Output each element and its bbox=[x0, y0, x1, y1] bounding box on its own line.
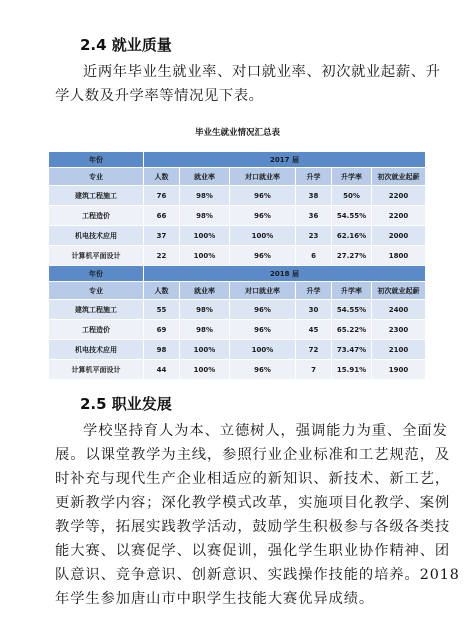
table-cell: 96% bbox=[230, 300, 296, 320]
table-cell: 1900 bbox=[372, 360, 426, 380]
paragraph-line: 学人数及升学率等情况见下表。 bbox=[55, 88, 264, 104]
section-2-4-paragraph bbox=[55, 60, 441, 108]
table-cell: 96% bbox=[230, 206, 296, 226]
table-row bbox=[49, 300, 426, 320]
table-cell: 76 bbox=[144, 186, 180, 206]
table-row bbox=[49, 340, 426, 360]
column-header: 初次就业起薪 bbox=[372, 168, 426, 186]
table-cell: 100% bbox=[180, 360, 230, 380]
table-cell: 2400 bbox=[372, 300, 426, 320]
column-header: 人数 bbox=[144, 168, 180, 186]
paragraph-line: 学校坚持育人为本、立德树人，强调能力为重、全面发 bbox=[83, 423, 448, 439]
table-cell: 100% bbox=[230, 226, 296, 246]
column-header-row bbox=[49, 282, 426, 300]
table-cell: 2200 bbox=[372, 186, 426, 206]
table-row bbox=[49, 226, 426, 246]
table-cell: 44 bbox=[144, 360, 180, 380]
table-cell: 27.27% bbox=[332, 246, 372, 266]
column-header: 就业率 bbox=[180, 168, 230, 186]
section-2-5-paragraph bbox=[55, 419, 460, 611]
paragraph-line: 更新教学内容；深化教学模式改革，实施项目化教学、案例 bbox=[55, 495, 451, 511]
table-cell: 69 bbox=[144, 320, 180, 340]
table-cell: 23 bbox=[296, 226, 332, 246]
table-cell: 96% bbox=[230, 320, 296, 340]
table-cell: 65.22% bbox=[332, 320, 372, 340]
table-cell: 38 bbox=[296, 186, 332, 206]
table-cell: 98% bbox=[180, 186, 230, 206]
column-header: 升学率 bbox=[332, 168, 372, 186]
table-row bbox=[49, 360, 426, 380]
paragraph-line: 年学生参加唐山市中职学生技能大赛优异成绩。 bbox=[55, 591, 375, 607]
year-label-cell: 年份 bbox=[49, 152, 144, 168]
column-header: 升学 bbox=[296, 168, 332, 186]
table-cell: 2100 bbox=[372, 340, 426, 360]
table-cell: 22 bbox=[144, 246, 180, 266]
column-header: 专业 bbox=[49, 168, 144, 186]
table-row bbox=[49, 206, 426, 226]
column-header: 对口就业率 bbox=[230, 282, 296, 300]
table-cell: 100% bbox=[230, 340, 296, 360]
section-heading-2-4: 2.4 就业质量 bbox=[80, 36, 172, 54]
table-row bbox=[49, 246, 426, 266]
year-cell: 2017 届 bbox=[144, 152, 426, 168]
table-cell: 2200 bbox=[372, 206, 426, 226]
paragraph-line: 展。以课堂教学为主线，参照行业企业标准和工艺规范，及 bbox=[55, 447, 451, 463]
paragraph-line: 能大赛、以赛促学、以赛促训，强化学生职业协作精神、团 bbox=[55, 543, 451, 559]
table-cell: 机电技术应用 bbox=[49, 340, 144, 360]
table-block-2017 bbox=[49, 152, 426, 266]
table-caption: 毕业生就业情况汇总表 bbox=[194, 128, 280, 138]
table-cell: 100% bbox=[180, 246, 230, 266]
year-header-row bbox=[49, 266, 426, 282]
section-heading-2-5: 2.5 职业发展 bbox=[80, 395, 172, 413]
year-label-cell: 年份 bbox=[49, 266, 144, 282]
table-cell: 55 bbox=[144, 300, 180, 320]
table-cell: 计算机平面设计 bbox=[49, 246, 144, 266]
paragraph-line: 时补充与现代生产企业相适应的新知识、新技术、新工艺， bbox=[55, 471, 451, 487]
table-cell: 98% bbox=[180, 300, 230, 320]
table-block-2018 bbox=[49, 266, 426, 380]
table-cell: 7 bbox=[296, 360, 332, 380]
table-cell: 54.55% bbox=[332, 206, 372, 226]
table-cell: 66 bbox=[144, 206, 180, 226]
table-cell: 98% bbox=[180, 320, 230, 340]
table-cell: 100% bbox=[180, 226, 230, 246]
table-cell: 73.47% bbox=[332, 340, 372, 360]
year-cell: 2018 届 bbox=[144, 266, 426, 282]
table-row bbox=[49, 320, 426, 340]
table-cell: 建筑工程施工 bbox=[49, 186, 144, 206]
table-cell: 96% bbox=[230, 186, 296, 206]
table-cell: 机电技术应用 bbox=[49, 226, 144, 246]
table-cell: 2300 bbox=[372, 320, 426, 340]
employment-summary-table bbox=[48, 151, 426, 380]
table-cell: 45 bbox=[296, 320, 332, 340]
column-header: 就业率 bbox=[180, 282, 230, 300]
table-cell: 计算机平面设计 bbox=[49, 360, 144, 380]
paragraph-line: 教学等，拓展实践教学活动，鼓励学生积极参与各级各类技 bbox=[55, 519, 451, 535]
table-cell: 37 bbox=[144, 226, 180, 246]
paragraph-line: 队意识、竞争意识、创新意识、实践操作技能的培养。2018 bbox=[55, 567, 460, 583]
table-row bbox=[49, 186, 426, 206]
column-header: 对口就业率 bbox=[230, 168, 296, 186]
table-cell: 98 bbox=[144, 340, 180, 360]
table-cell: 建筑工程施工 bbox=[49, 300, 144, 320]
table-cell: 30 bbox=[296, 300, 332, 320]
column-header: 升学 bbox=[296, 282, 332, 300]
table-cell: 2000 bbox=[372, 226, 426, 246]
table-cell: 工程造价 bbox=[49, 206, 144, 226]
table-cell: 62.16% bbox=[332, 226, 372, 246]
table-cell: 98% bbox=[180, 206, 230, 226]
year-header-row bbox=[49, 152, 426, 168]
table-cell: 6 bbox=[296, 246, 332, 266]
column-header-row bbox=[49, 168, 426, 186]
column-header: 人数 bbox=[144, 282, 180, 300]
table-cell: 54.55% bbox=[332, 300, 372, 320]
table-cell: 72 bbox=[296, 340, 332, 360]
column-header: 升学率 bbox=[332, 282, 372, 300]
table-cell: 工程造价 bbox=[49, 320, 144, 340]
column-header: 初次就业起薪 bbox=[372, 282, 426, 300]
paragraph-line: 近两年毕业生就业率、对口就业率、初次就业起薪、升 bbox=[83, 64, 441, 80]
table-cell: 36 bbox=[296, 206, 332, 226]
table-cell: 96% bbox=[230, 246, 296, 266]
table-cell: 96% bbox=[230, 360, 296, 380]
table-cell: 1800 bbox=[372, 246, 426, 266]
column-header: 专业 bbox=[49, 282, 144, 300]
table-cell: 100% bbox=[180, 340, 230, 360]
table-cell: 15.91% bbox=[332, 360, 372, 380]
table-cell: 50% bbox=[332, 186, 372, 206]
